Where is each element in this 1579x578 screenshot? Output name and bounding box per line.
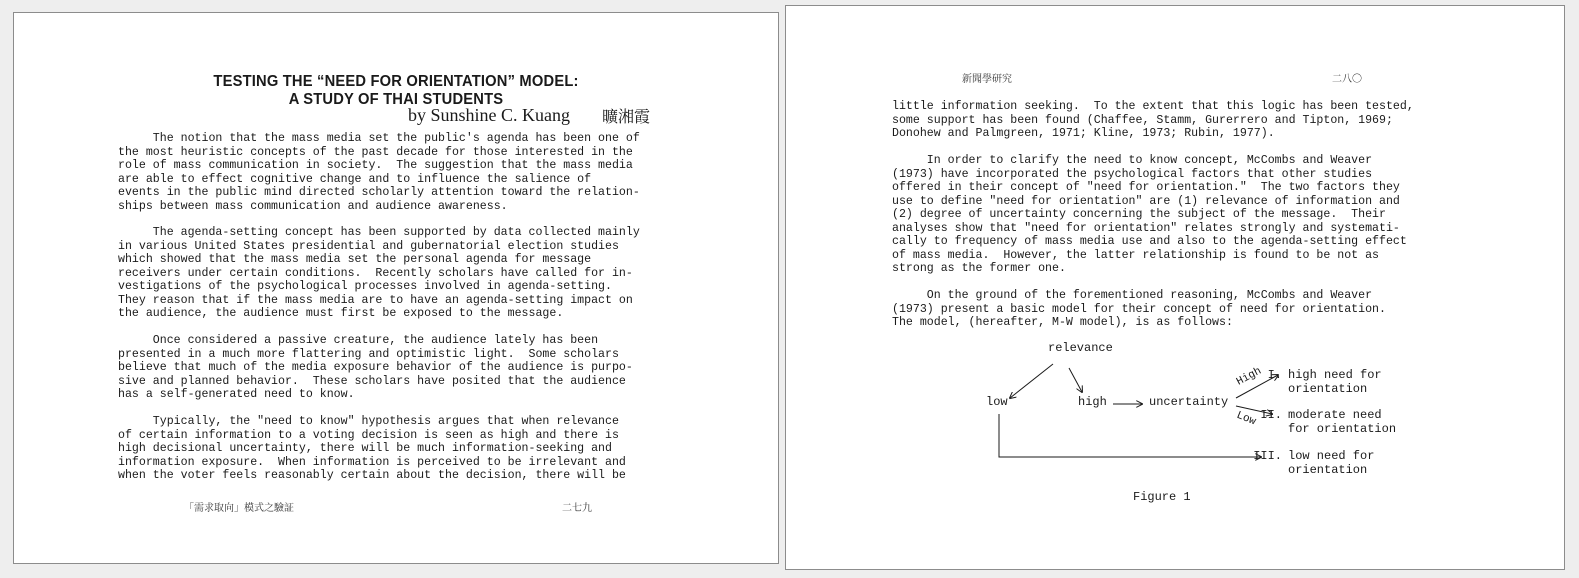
article-title-line-2: A STUDY OF THAI STUDENTS (288, 91, 504, 108)
arrow-relevance-to-high (1069, 368, 1082, 392)
node-low: low (986, 395, 1008, 409)
page-number: 二七九 (562, 503, 592, 514)
outcome-line-2: orientation (1288, 462, 1368, 477)
paragraph: The notion that the mass media set the public's agenda has been one of the most heuristic concepts of the past decade for those interested in the role of mass communication in society. The suggestion that the mass media are able to effect cognitive change and to influence the salience of events in the public mind directed scholarly attention toward the relation- ships between mass communication and audience awareness. (118, 132, 640, 213)
paragraph: The agenda-setting concept has been supported by data collected mainly in various United States presidential and gubernatorial election studies which showed that the mass media set the personal agenda for message receivers under certain conditions. Recently scholars have called for in- vestigations of the psychological processes involved in agenda-setting. They reason that if the mass media are to have an agenda-setting impact on the audience, the audience must first be exposed to the message. (118, 226, 640, 320)
right-page (785, 5, 1565, 570)
author-name-chinese: 曠湘霞 (602, 107, 651, 126)
paragraph: On the ground of the forementioned reasoning, McCombs and Weaver (1973) present a basic model for their concept of need for orientation. The model, (hereafter, M-W model), is as follows: (892, 289, 1386, 329)
left-page (13, 12, 779, 564)
node-high: high (1078, 395, 1107, 409)
page-number: 二八〇 (1332, 74, 1362, 85)
branch-label-low: Low (1234, 409, 1258, 429)
arrow-low-to-outcome-3 (999, 414, 1261, 457)
outcome-numeral: II. (1260, 408, 1282, 422)
article-title-line-1: TESTING THE “NEED FOR ORIENTATION” MODEL: (213, 73, 579, 90)
outcome-numeral: I. (1267, 368, 1282, 382)
outcome-line-2: orientation (1288, 381, 1368, 396)
outcome-line-1: low need for (1288, 449, 1375, 463)
node-uncertainty: uncertainty (1149, 395, 1229, 409)
outcome-numeral: III. (1253, 449, 1282, 463)
author-byline: by Sunshine C. Kuang (408, 105, 570, 125)
outcome-line-2: for orientation (1288, 421, 1397, 436)
figure-caption: Figure 1 (1133, 490, 1191, 504)
outcome-3 (1244, 450, 1374, 477)
outcome-1 (1244, 369, 1382, 396)
paragraph: little information seeking. To the extent that this logic has been tested, some support has been found (Chaffee, Stamm, Gurerrero and Tipton, 1969; Donohew and Palmgreen, 1971; Kline, 1973; Rubin, 1977). (892, 100, 1414, 140)
running-footer-title: 「需求取向」模式之驗証 (184, 503, 294, 514)
outcome-line-1: high need for (1288, 368, 1382, 382)
outcome-line-1: moderate need (1288, 408, 1382, 422)
node-relevance: relevance (1048, 341, 1113, 355)
arrow-relevance-to-low (1010, 364, 1053, 398)
paragraph: Typically, the "need to know" hypothesis argues that when relevance of certain information to a voting decision is seen as high and there is high decisional uncertainty, there will be much information-seeking and information exposure. When information is perceived to be irrelevant and when the voter feels reasonably certain about the decision, there will be (118, 415, 626, 482)
outcome-2 (1244, 409, 1396, 436)
paragraph: In order to clarify the need to know concept, McCombs and Weaver (1973) have incorporated the psychological factors that other studies offered in their concept of "need for orientation." The two factors they use to define "need for orientation" are (1) relevance of information and (2) degree of uncertainty concerning the subject of the message. Their analyses show that "need for orientation" relates strongly and systemati- cally to frequency of mass media use and also to the agenda-setting effect of mass media. However, the latter relationship is found to be not as strong as the former one. (892, 154, 1407, 275)
diagram-arrows (786, 6, 1566, 571)
paragraph: Once considered a passive creature, the audience lately has been presented in a much more flattering and optimistic light. Some scholars believe that much of the media exposure behavior of the audience is purpo- sive and planned behavior. These scholars have posited that the audience has a self-generated need to know. (118, 334, 633, 401)
branch-label-high: High (1234, 365, 1264, 389)
running-header-journal: 新聞學研究 (962, 74, 1012, 85)
